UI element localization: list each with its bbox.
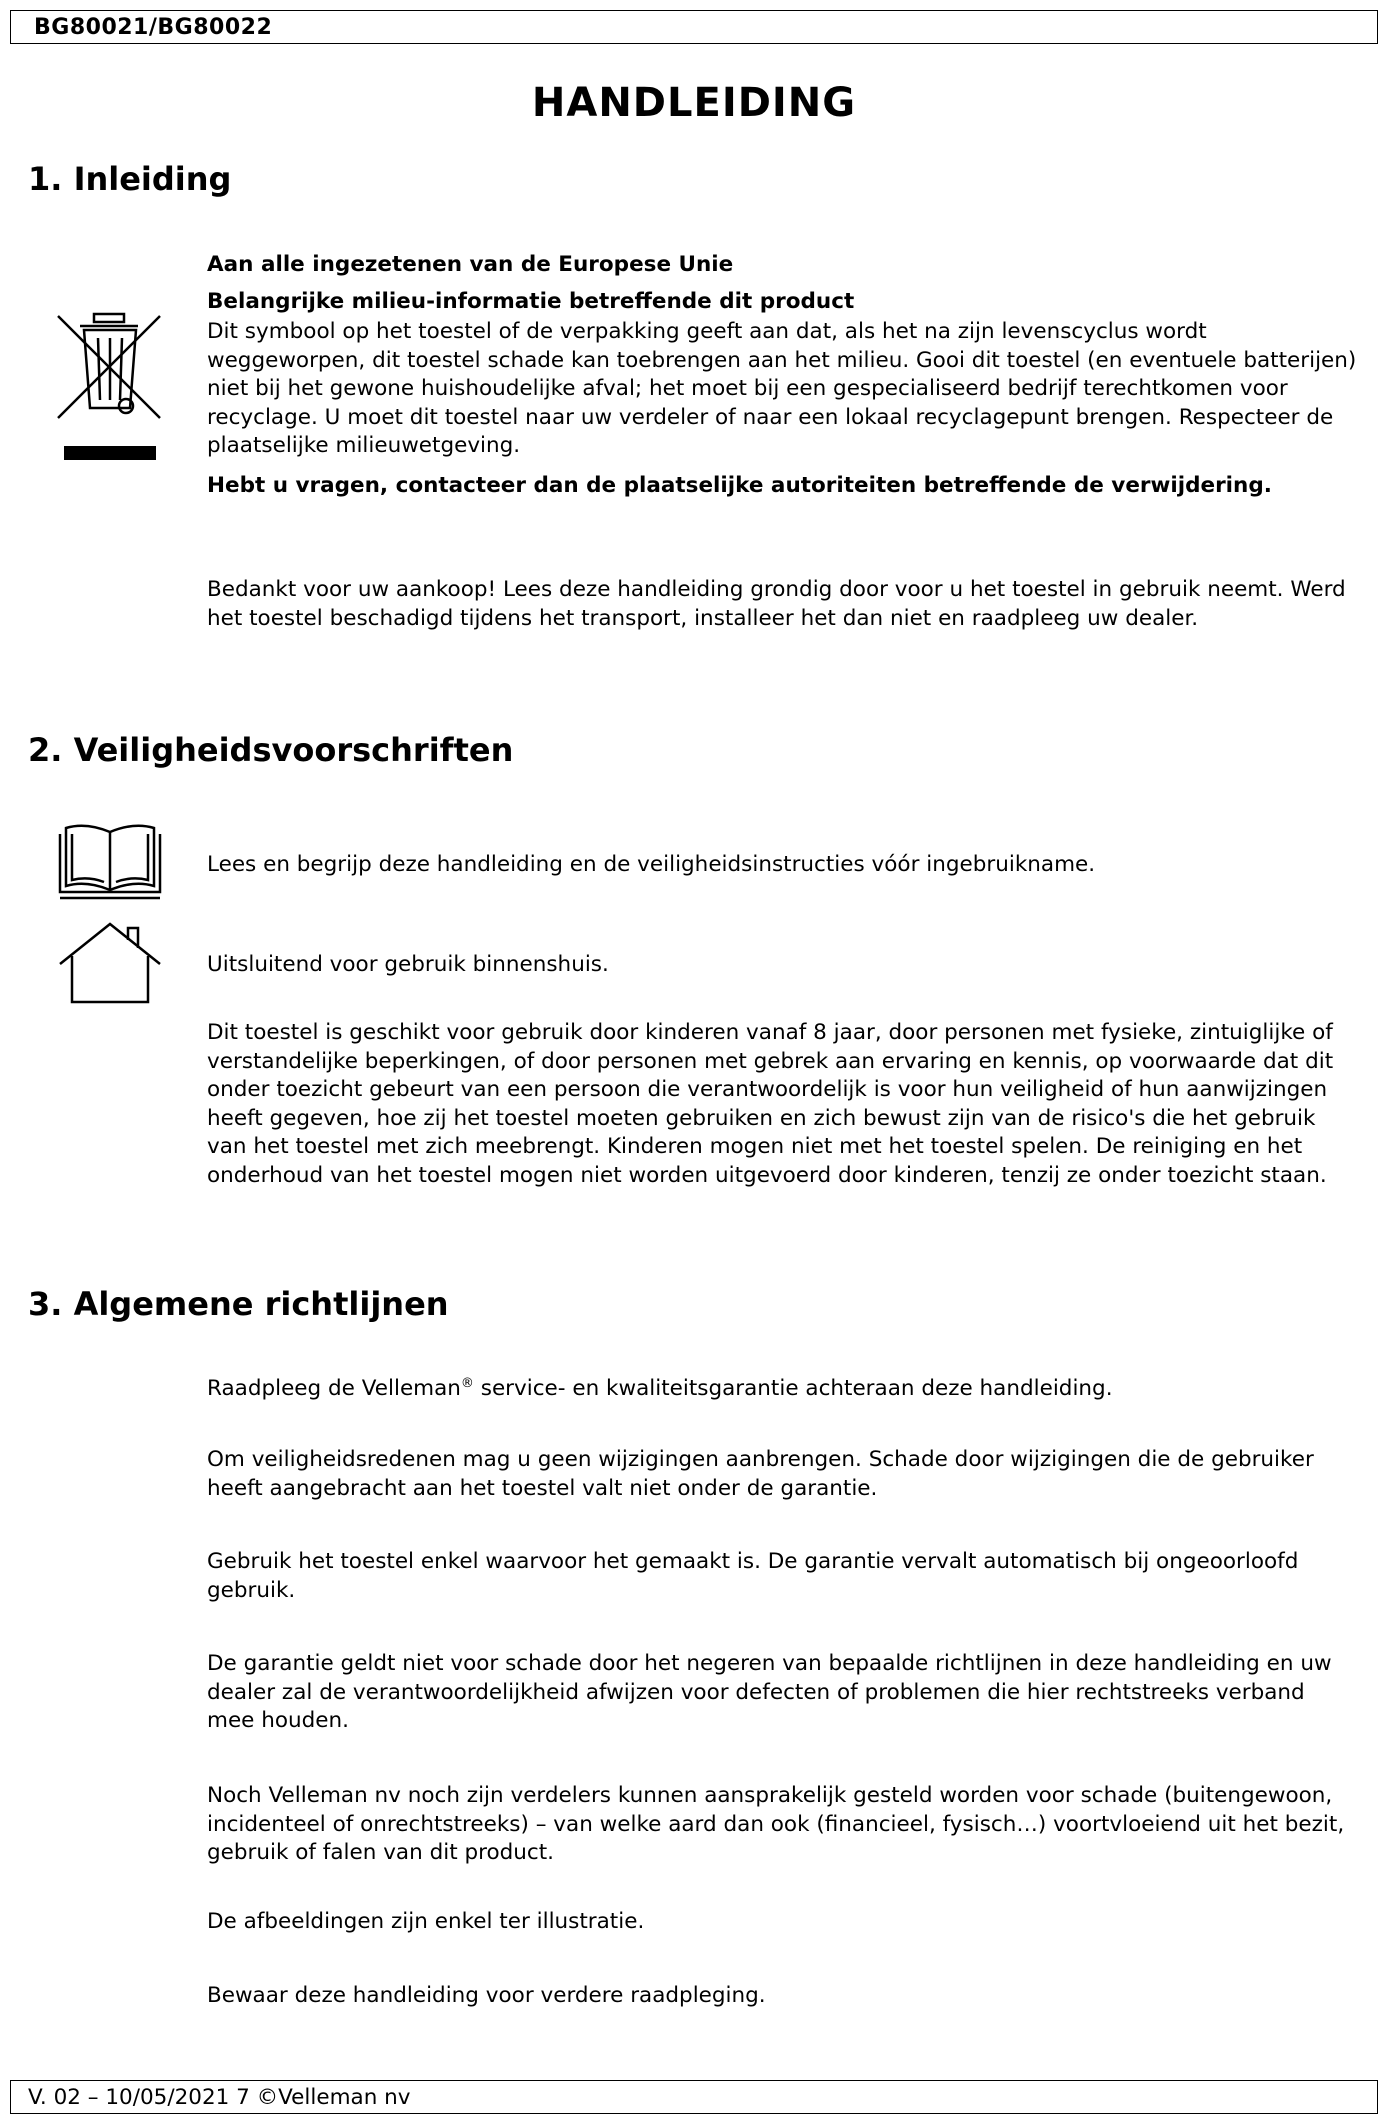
keep-manual-text: Bewaar deze handleiding voor verdere raadpleging.: [207, 1983, 766, 2008]
warranty-text-end: service- en kwaliteitsgarantie achteraan deze handleiding.: [473, 1376, 1113, 1401]
warranty-text-start: Raadpleeg de Velleman: [207, 1376, 461, 1401]
eu-heading: Aan alle ingezetenen van de Europese Unie: [207, 252, 734, 277]
environment-heading: Belangrijke milieu-informatie betreffende dit product: [207, 289, 855, 314]
section-heading-safety: 2. Veiligheidsvoorschriften: [28, 731, 514, 769]
warranty-text: [207, 1375, 1357, 1404]
questions-text: Hebt u vragen, contacteer dan de plaatselijke autoriteiten betreffende de verwijdering.: [207, 473, 1272, 498]
intended-use-text: Gebruik het toestel enkel waarvoor het gemaakt is. De garantie vervalt automatisch bij ongeoorloofd gebruik.: [207, 1549, 1299, 1603]
indoor-use-house-icon: [58, 920, 162, 1004]
modifications-text: Om veiligheidsredenen mag u geen wijzigingen aanbrengen. Schade door wijzigingen die de gebruiker heeft aangebracht aan het toestel valt niet onder de garantie.: [207, 1447, 1314, 1501]
children-text: Dit toestel is geschikt voor gebruik door kinderen vanaf 8 jaar, door personen met fysieke, zintuiglijke of verstandelijke beperkingen, of door personen met gebrek aan ervaring en kennis, op voorwaarde dat dit onder toezicht gebeurt van een persoon die verantwoordelijk is voor hun veiligheid of hun aanwijzingen heeft gegeven, hoe zij het toestel moeten gebruiken en zich bewust zijn van de risico's die het gebruik van het toestel met zich meebrengt. Kinderen mogen niet met het toestel spelen. De reiniging en het onderhoud van het toestel mogen niet worden uitgevoerd door kinderen, tenzij ze onder toezicht staan.: [207, 1020, 1334, 1188]
read-manual-book-icon: [56, 820, 164, 902]
read-manual-text: Lees en begrijp deze handleiding en de veiligheidsinstructies vóór ingebruikname.: [207, 852, 1096, 877]
weee-crossed-bin-icon: [54, 308, 166, 460]
environment-text: Dit symbool op het toestel of de verpakking geeft aan dat, als het na zijn levenscyclus wordt weggeworpen, dit toestel schade kan toebrengen aan het milieu. Gooi dit toestel (en eventuele batterijen) niet bij het gewone huishoudelijke afval; het moet bij een gespecialiseerd bedrijf terechtkomen voor recyclage. U moet dit toestel naar uw verdeler of naar een lokaal recyclagepunt brengen. Respecteer de plaatselijke milieuwetgeving.: [207, 319, 1357, 458]
model-codes: BG80021/BG80022: [34, 15, 273, 40]
ignore-guidelines-text: De garantie geldt niet voor schade door het negeren van bepaalde richtlijnen in deze handleiding en uw dealer zal de verantwoordelijkheid afwijzen voor defecten of problemen die hier rechtstreeks verband mee houden.: [207, 1651, 1332, 1733]
indoor-text: Uitsluitend voor gebruik binnenshuis.: [207, 952, 609, 977]
illustrations-text: De afbeeldingen zijn enkel ter illustratie.: [207, 1909, 645, 1934]
liability-text: Noch Velleman nv noch zijn verdelers kunnen aansprakelijk gesteld worden voor schade (buitengewoon, incidenteel of onrechtstreeks) – van welke aard dan ook (financieel, fysisch…) voortvloeiend uit het bezit, gebruik of falen van dit product.: [207, 1783, 1345, 1865]
section-heading-guidelines: 3. Algemene richtlijnen: [28, 1285, 449, 1323]
thanks-text: Bedankt voor uw aankoop! Lees deze handleiding grondig door voor u het toestel in gebruik neemt. Werd het toestel beschadigd tijdens het transport, installeer het dan niet en raadpleeg uw dealer.: [207, 577, 1346, 631]
section-heading-intro: 1. Inleiding: [28, 160, 232, 198]
footer-version: V. 02 – 10/05/2021 7 ©Velleman nv: [28, 2085, 411, 2110]
registered-mark: ®: [460, 1376, 474, 1391]
page-title: HANDLEIDING: [531, 80, 857, 126]
